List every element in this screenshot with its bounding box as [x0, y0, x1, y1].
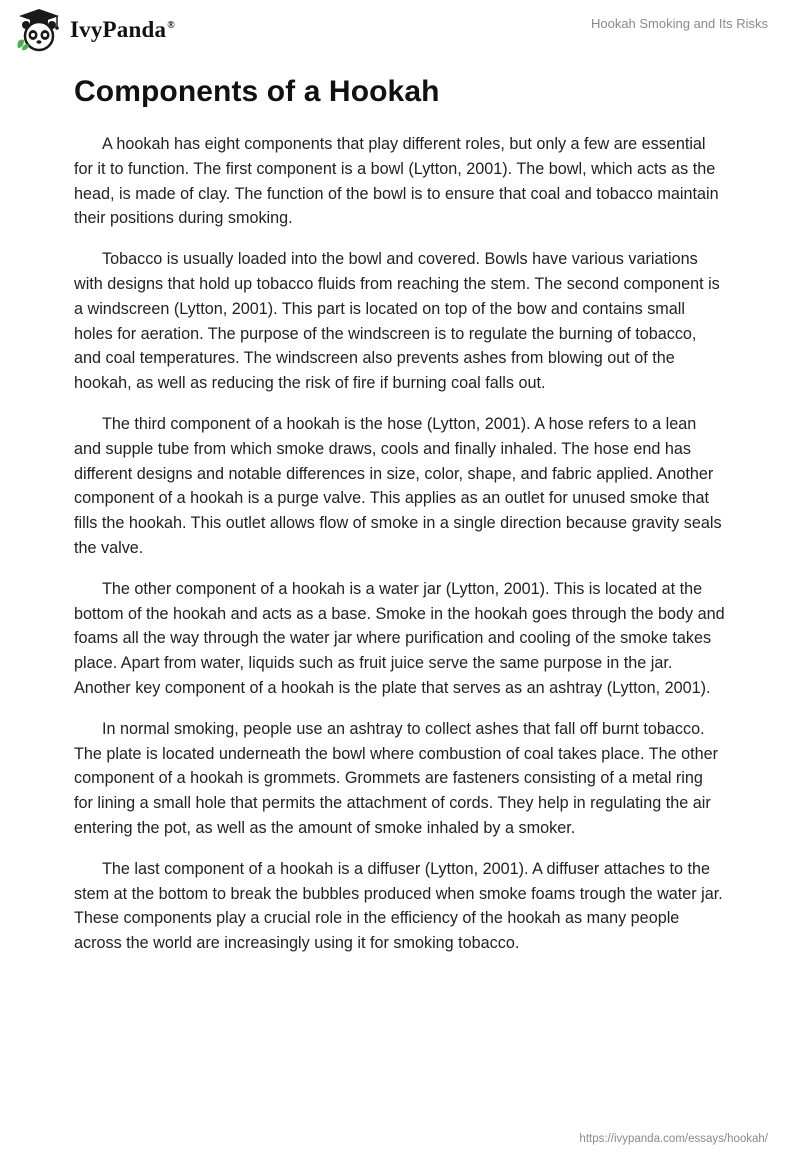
brand-name: IvyPanda®	[70, 17, 175, 42]
document-title: Hookah Smoking and Its Risks	[590, 16, 768, 31]
registered-mark: ®	[167, 20, 175, 32]
paragraph-6: The last component of a hookah is a diffuser (Lytton, 2001). A diffuser attaches to the stem at the bottom to break the bubbles produced when smoke foams trough the water jar. These components play a crucial role in the efficiency of the hookah as many people across the world are increasingly using it for smoking tobacco.	[74, 859, 723, 953]
panda-mascot-icon	[14, 8, 64, 52]
section-heading: Components of a Hookah	[74, 75, 440, 108]
paragraph-3: The third component of a hookah is the hose (Lytton, 2001). A hose refers to a lean and supple tube from which smoke draws, cools and finally inhaled. The hose end has different designs and notable differences in size, color, shape, and fabric applied. Another component of a hookah is a purge valve. This applies as an outlet for unused smoke that fills the hookah. This outlet allows flow of smoke in a single direction because gravity seals the valve.	[74, 414, 722, 557]
article-body	[74, 74, 726, 972]
paragraph-5: In normal smoking, people use an ashtray to collect ashes that fall off burnt tobacco. The plate is located underneath the bowl where combustion of coal takes place. The other component of a hookah is grommets. Grommets are fasteners consisting of a metal ring for lining a small hole that permits the attachment of cords. They help in regulating the air entering the pot, as well as the amount of smoke inhaled by a smoker.	[74, 719, 718, 837]
brand-logo[interactable]	[14, 8, 175, 52]
paragraph-4: The other component of a hookah is a water jar (Lytton, 2001). This is located at the bottom of the hookah and acts as a base. Smoke in the hookah goes through the body and foams all the way through the water jar where purification and cooling of the smoke takes place. Apart from water, liquids such as fruit juice serve the same purpose in the jar. Another key component of a hookah is the plate that serves as an ashtray (Lytton, 2001).	[74, 579, 725, 697]
page-header	[0, 0, 800, 60]
paragraph-2: Tobacco is usually loaded into the bowl and covered. Bowls have various variations with designs that hold up tobacco fluids from reaching the stem. The second component is a windscreen (Lytton, 2001). This part is located on top of the bow and contains small holes for aeration. The purpose of the windscreen is to regulate the burning of tobacco, and coal temperatures. The windscreen also prevents ashes from blowing out of the hookah, as well as reducing the risk of fire if burning coal falls out.	[74, 250, 720, 393]
paragraph-1: A hookah has eight components that play different roles, but only a few are essential for it to function. The first component is a bowl (Lytton, 2001). The bowl, which acts as the head, is made of clay. The function of the bowl is to ensure that coal and tobacco maintain their positions during smoking.	[74, 135, 719, 228]
source-url-link[interactable]: https://ivypanda.com/essays/hookah/	[579, 1133, 768, 1145]
